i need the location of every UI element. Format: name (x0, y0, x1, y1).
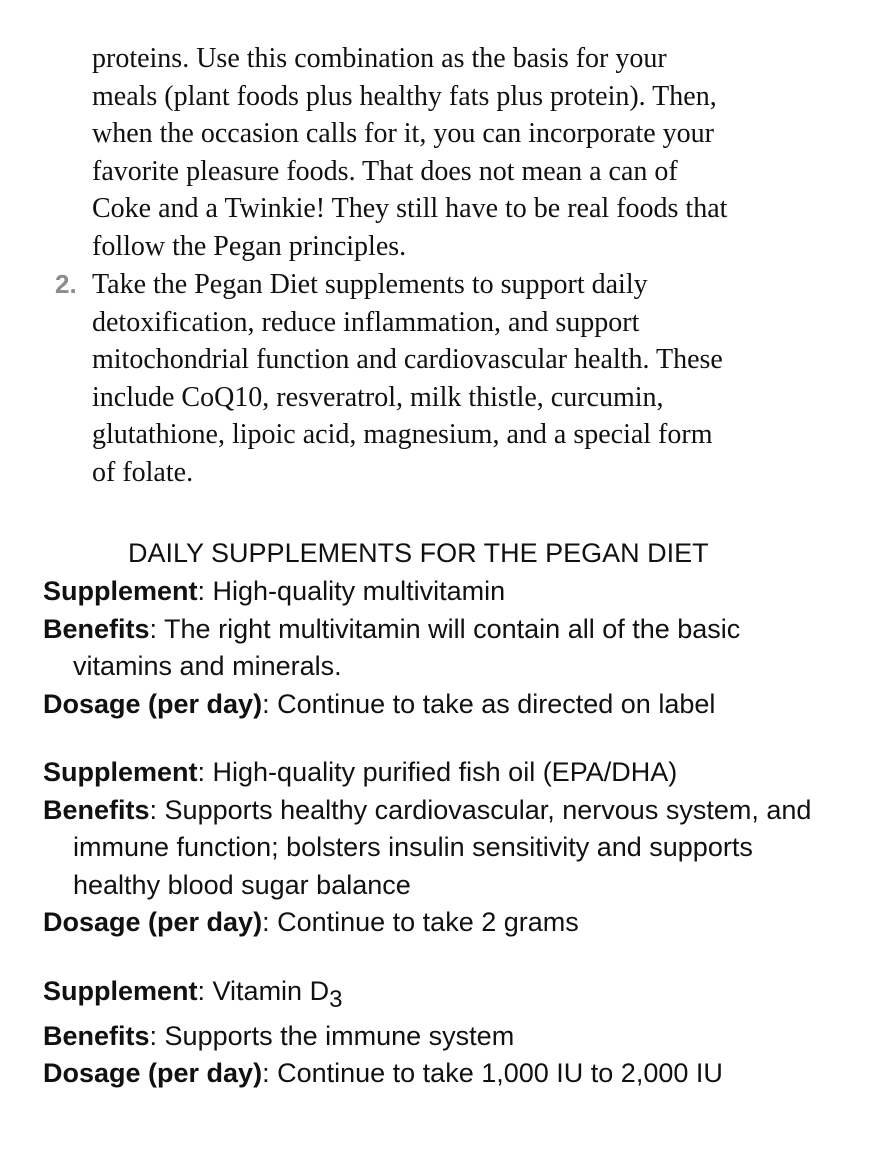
benefits-row (43, 1018, 843, 1056)
supplement-row (43, 973, 843, 1012)
separator: : (149, 1020, 165, 1051)
supplement-label: Supplement (43, 757, 198, 787)
text-line: favorite pleasure foods. That does not mean a can of (92, 155, 678, 187)
text-line: Coke and a Twinkie! They still have to be real foods that (92, 193, 728, 225)
dosage-label: Dosage (per day) (43, 907, 263, 937)
supplement-entry (43, 973, 843, 1093)
supplement-entry (43, 754, 843, 942)
dosage-row (43, 686, 843, 724)
supplement-value: Vitamin D (212, 976, 330, 1006)
dosage-value: Continue to take 2 grams (277, 907, 579, 937)
supplement-row (43, 573, 843, 611)
dosage-value: Continue to take 1,000 IU to 2,000 IU (277, 1058, 723, 1088)
separator: : (197, 576, 213, 606)
benefits-value: Supports the immune system (164, 1020, 515, 1051)
dosage-value: Continue to take as directed on label (277, 688, 716, 719)
supplement-value: High-quality purified fish oil (EPA/DHA) (212, 757, 678, 787)
benefits-label: Benefits (43, 1020, 150, 1051)
list-item-text (92, 266, 852, 492)
text-line: Take the Pegan Diet supplements to support daily (92, 269, 648, 300)
dosage-row (43, 1055, 843, 1093)
benefits-value: The right multivitamin will contain all of the basic vitamins and minerals. (73, 613, 741, 681)
text-line: include CoQ10, resveratrol, milk thistle, curcumin, (92, 381, 664, 413)
separator: : (149, 794, 165, 825)
text-line: mitochondrial function and cardiovascular health. These (92, 344, 723, 376)
separator: : (262, 1058, 278, 1088)
text-line: meals (plant foods plus healthy fats plus protein). Then, (92, 80, 717, 112)
text-line: follow the Pegan principles. (92, 230, 407, 262)
supplement-entry (43, 573, 843, 723)
section-heading: DAILY SUPPLEMENTS FOR THE PEGAN DIET (128, 538, 709, 568)
subscript: 3 (329, 986, 343, 1013)
paragraph-continuation (92, 40, 852, 266)
text-line: of folate. (92, 456, 194, 488)
separator: : (197, 976, 213, 1006)
supplement-row (43, 754, 843, 792)
text-line: detoxification, reduce inflammation, and support (92, 306, 640, 338)
separator: : (149, 613, 165, 644)
supplement-value: High-quality multivitamin (212, 576, 506, 606)
benefits-value: Supports healthy cardiovascular, nervous system, and immune function; bolsters insulin sensitivity and supports healthy blood sugar balance (73, 794, 812, 900)
text-line: when the occasion calls for it, you can incorporate your (92, 118, 715, 150)
dosage-label: Dosage (per day) (43, 688, 263, 719)
text-line: glutathione, lipoic acid, magnesium, and a special form (92, 419, 713, 451)
benefits-label: Benefits (43, 794, 150, 825)
benefits-label: Benefits (43, 613, 150, 644)
list-number: 2. (55, 269, 77, 299)
separator: : (262, 688, 278, 719)
benefits-row (43, 792, 843, 905)
separator: : (197, 757, 213, 787)
supplement-label: Supplement (43, 976, 198, 1006)
benefits-row (43, 611, 843, 686)
separator: : (262, 907, 278, 937)
dosage-row (43, 904, 843, 942)
dosage-label: Dosage (per day) (43, 1058, 263, 1088)
text-line: proteins. Use this combination as the basis for your (92, 43, 667, 74)
supplement-label: Supplement (43, 576, 198, 606)
